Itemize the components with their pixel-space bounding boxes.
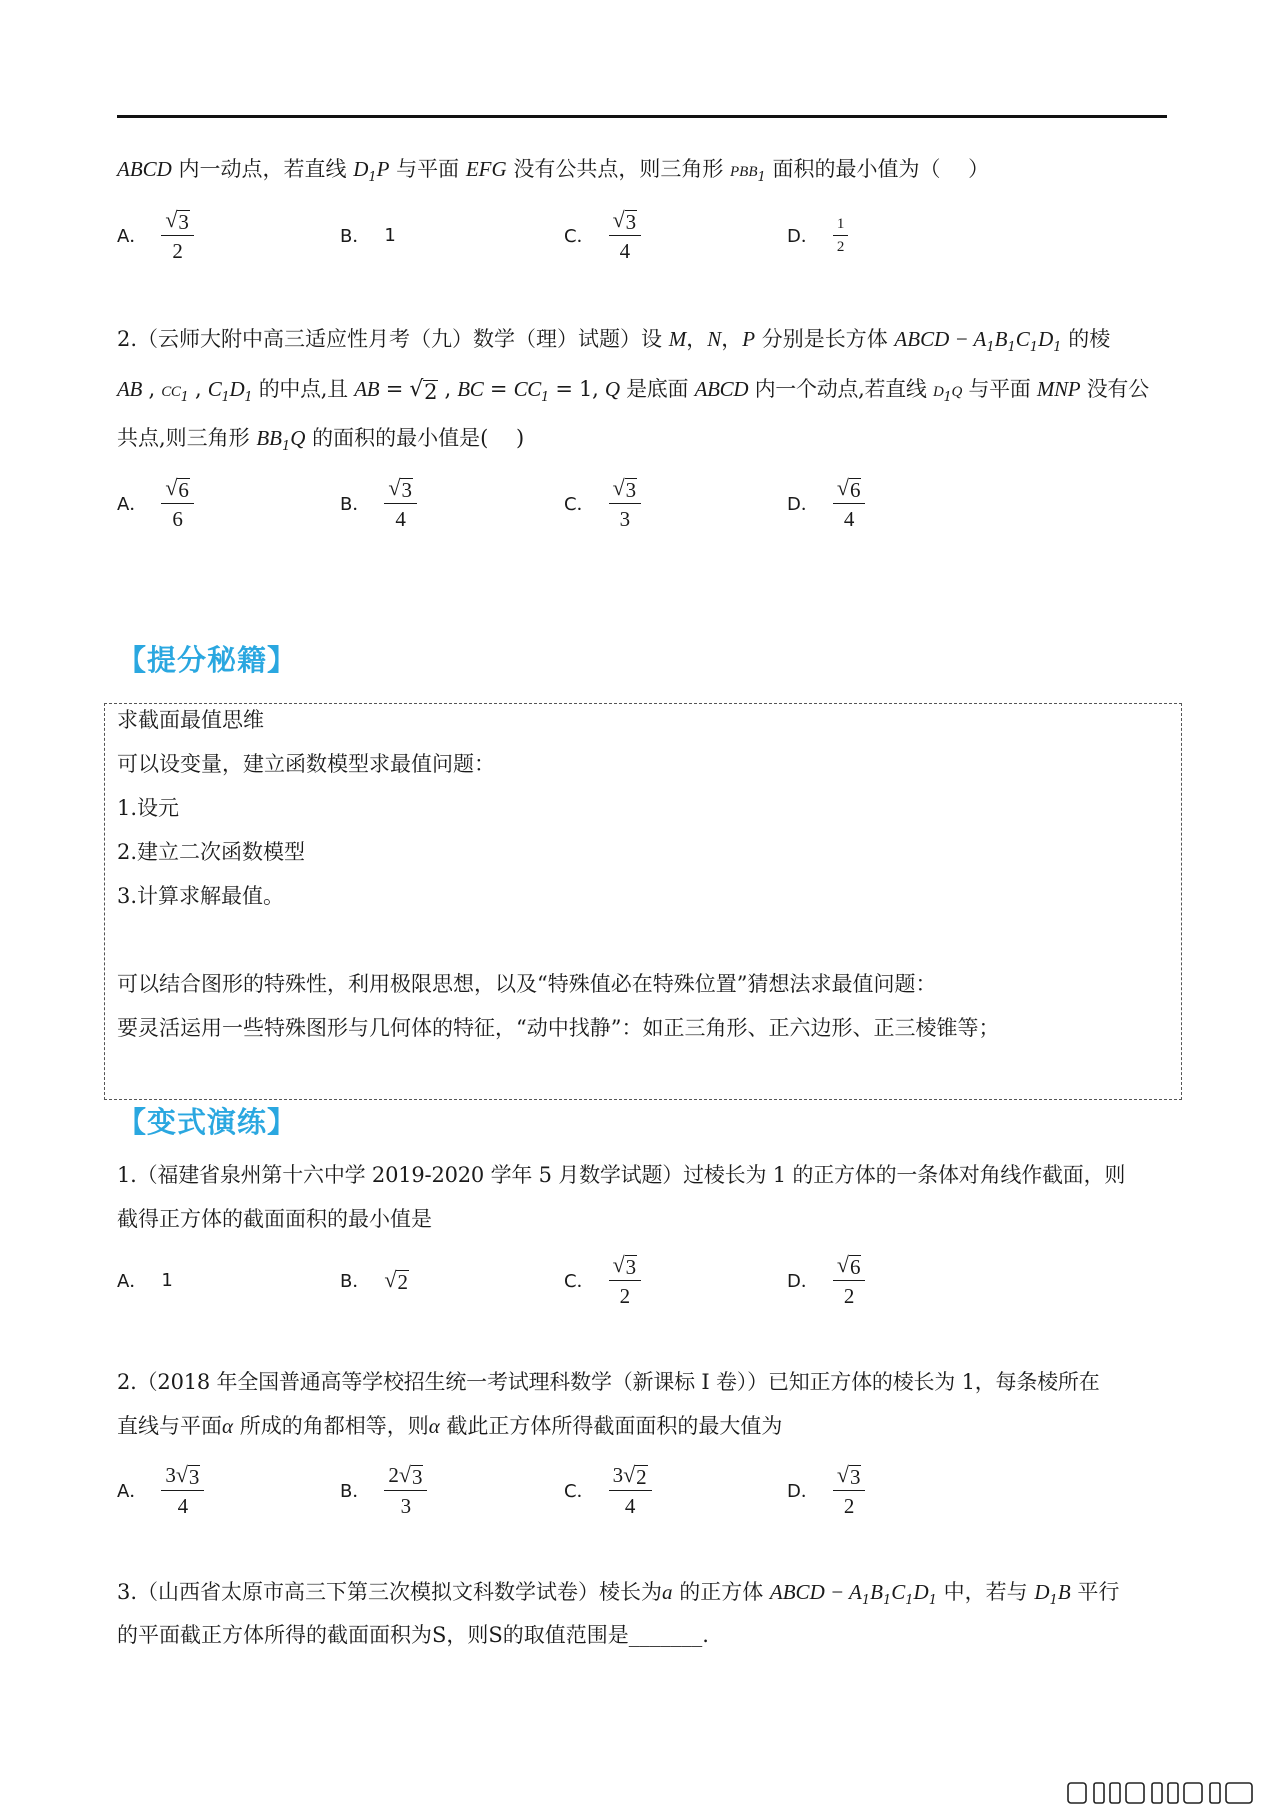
choice-a: A． √ 3 2: [117, 200, 194, 270]
choice-b: B． √ 3 4: [340, 468, 417, 538]
choice-a: A． 1: [117, 1269, 173, 1292]
variant1-line1: 1.（福建省泉州第十六中学 2019-2020 学年 5 月数学试题）过棱长为 1 的正方体的一条体对角线作截面，则: [117, 1163, 1126, 1187]
tip-line-5: 3.计算求解最值。: [117, 884, 285, 908]
tip-line-6: 可以结合图形的特殊性，利用极限思想，以及“特殊值必在特殊位置”猜想法求最值问题：: [117, 972, 937, 996]
choice-a: A． 3 √ 3 4: [117, 1455, 204, 1525]
choice-d: D． $\frac{1}{2}$: [787, 200, 848, 270]
tip-line-3: 1.设元: [117, 796, 180, 820]
choice-b: B． 2 √ 3 3: [340, 1455, 427, 1525]
variant3-line1: 3.（山西省太原市高三下第三次模拟文科数学试卷）棱长为a 的正方体 ABCD − $A_1B_1C_1D_1$ 中，若与 $D_1B$ 平行: [117, 1580, 1120, 1608]
choice-c: C． 3 √ 2 4: [564, 1455, 652, 1525]
tips-title: 【提分秘籍】: [117, 643, 298, 677]
choice-c: C． √ 3 3: [564, 468, 641, 538]
variant2-line2: 直线与平面α 所成的角都相等，则α 截此正方体所得截面面积的最大值为: [117, 1414, 783, 1438]
prev-problem-choices: [117, 200, 1117, 270]
variant1-line2: 截得正方体的截面面积的最小值是: [117, 1207, 432, 1231]
tip-line-1: 求截面最值思维: [117, 708, 264, 732]
tip-line-7: 要灵活运用一些特殊图形与几何体的特征，“动中找静”：如正三角形、正六边形、正三棱锥等；: [117, 1016, 1000, 1040]
variant2-line1: 2.（2018 年全国普通高等学校招生统一考试理科数学（新课标 I 卷））已知正方体的棱长为 1，每条棱所在: [117, 1370, 1100, 1394]
variant3-line2: 的平面截正方体所得的截面面积为S，则S的取值范围是_______.: [117, 1623, 709, 1647]
choice-d: D． √ 6 4: [787, 468, 865, 538]
choice-b: B． √ 2: [340, 1266, 408, 1294]
header-rule: [117, 115, 1167, 118]
choice-c: C． √ 3 2: [564, 1245, 641, 1315]
problem2-line3: 共点,则三角形 $BB_1Q$ 的面积的最小值是( ): [117, 426, 525, 454]
variant2-choices: [117, 1455, 1117, 1525]
choice-b: B． 1: [340, 224, 396, 247]
choice-d: D． √ 3 2: [787, 1455, 865, 1525]
problem2-line2: AB , $CC_1$ , $C_1D_1$ 的中点,且 AB = √ 2 , BC = $CC_1 = 1$, Q 是底面 ABCD 内一个动点,若直线 $D_1Q$ 与平面 MNP 没有公: [117, 377, 1149, 405]
tip-line-2: 可以设变量，建立函数模型求最值问题：: [117, 752, 495, 776]
choice-a: A． √ 6 6: [117, 468, 194, 538]
variants-title: 【变式演练】: [117, 1105, 298, 1139]
watermark-logo-icon: [1064, 1780, 1260, 1806]
choice-c: C． √ 3 4: [564, 200, 641, 270]
prev-problem-line1: ABCD 内一动点，若直线 $D_1P$ 与平面 EFG 没有公共点，则三角形 $PBB_1$ 面积的最小值为（ ）: [117, 157, 990, 185]
choice-d: D． √ 6 2: [787, 1245, 865, 1315]
problem2-choices: [117, 468, 1117, 538]
variant1-choices: [117, 1245, 1117, 1315]
problem2-line1: 2.（云师大附中高三适应性月考（九）数学（理）试题）设 M，N，P 分别是长方体 ABCD − $A_1B_1C_1D_1$ 的棱: [117, 327, 1111, 355]
tip-line-4: 2.建立二次函数模型: [117, 840, 306, 864]
